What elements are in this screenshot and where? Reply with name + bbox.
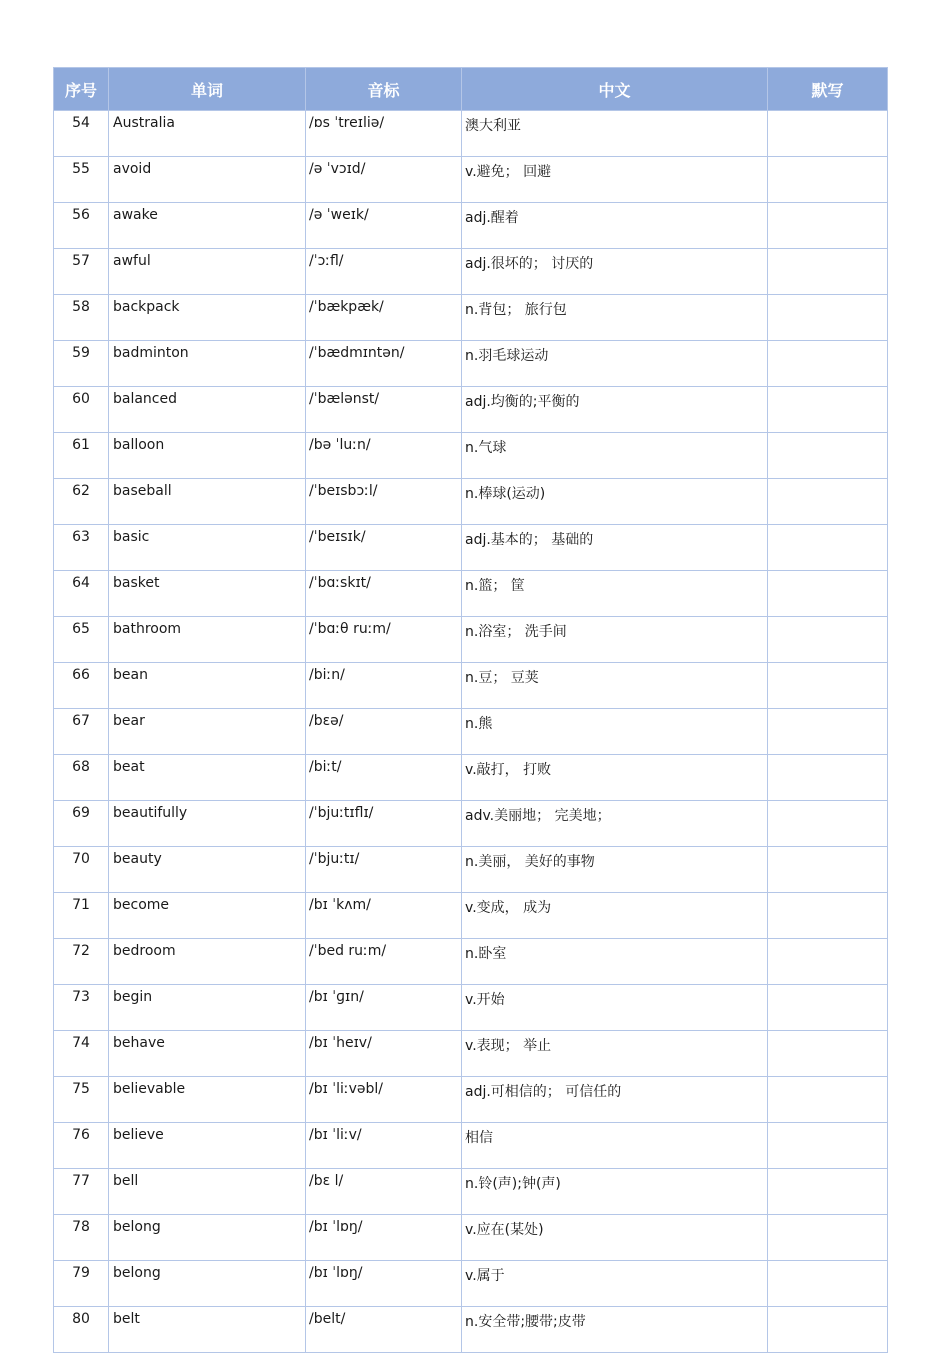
cell-phonetic: /ˈbed ruːm/ xyxy=(306,939,462,985)
cell-index: 55 xyxy=(54,157,109,203)
cell-chinese: v.开始 xyxy=(462,985,768,1031)
table-row xyxy=(54,295,888,341)
table-row xyxy=(54,111,888,157)
table-row xyxy=(54,939,888,985)
cell-dictation[interactable] xyxy=(768,801,888,847)
cell-chinese: n.卧室 xyxy=(462,939,768,985)
cell-dictation[interactable] xyxy=(768,1077,888,1123)
cell-phonetic: /ˈbælənst/ xyxy=(306,387,462,433)
cell-dictation[interactable] xyxy=(768,755,888,801)
cell-dictation[interactable] xyxy=(768,1031,888,1077)
cell-dictation[interactable] xyxy=(768,295,888,341)
table-body xyxy=(54,111,888,1353)
cell-dictation[interactable] xyxy=(768,1215,888,1261)
cell-chinese: adv.美丽地； 完美地； xyxy=(462,801,768,847)
cell-chinese: n.熊 xyxy=(462,709,768,755)
table-header xyxy=(54,68,888,111)
cell-chinese: n.美丽， 美好的事物 xyxy=(462,847,768,893)
cell-index: 75 xyxy=(54,1077,109,1123)
cell-word: baseball xyxy=(109,479,306,525)
cell-word: badminton xyxy=(109,341,306,387)
cell-phonetic: /ˈbɑːθ ruːm/ xyxy=(306,617,462,663)
cell-word: belt xyxy=(109,1307,306,1353)
cell-phonetic: /bɪ ˈliːv/ xyxy=(306,1123,462,1169)
cell-word: balanced xyxy=(109,387,306,433)
cell-dictation[interactable] xyxy=(768,525,888,571)
cell-phonetic: /bɪ ˈɡɪn/ xyxy=(306,985,462,1031)
cell-chinese: n.气球 xyxy=(462,433,768,479)
cell-index: 74 xyxy=(54,1031,109,1077)
cell-chinese: v.表现； 举止 xyxy=(462,1031,768,1077)
table-row xyxy=(54,663,888,709)
table-row xyxy=(54,985,888,1031)
cell-chinese: n.浴室； 洗手间 xyxy=(462,617,768,663)
table-row xyxy=(54,157,888,203)
cell-index: 71 xyxy=(54,893,109,939)
cell-dictation[interactable] xyxy=(768,433,888,479)
cell-chinese: v.应在(某处) xyxy=(462,1215,768,1261)
cell-chinese: adj.可相信的； 可信任的 xyxy=(462,1077,768,1123)
cell-word: belong xyxy=(109,1261,306,1307)
cell-phonetic: /ˈbædmɪntən/ xyxy=(306,341,462,387)
cell-phonetic: /ˈbjuːtɪ/ xyxy=(306,847,462,893)
cell-phonetic: /bɪ ˈheɪv/ xyxy=(306,1031,462,1077)
cell-phonetic: /ə ˈvɔɪd/ xyxy=(306,157,462,203)
cell-index: 80 xyxy=(54,1307,109,1353)
cell-index: 79 xyxy=(54,1261,109,1307)
cell-phonetic: /ə ˈweɪk/ xyxy=(306,203,462,249)
cell-word: begin xyxy=(109,985,306,1031)
cell-word: bedroom xyxy=(109,939,306,985)
cell-word: believe xyxy=(109,1123,306,1169)
cell-index: 72 xyxy=(54,939,109,985)
cell-phonetic: /ˈbɑːskɪt/ xyxy=(306,571,462,617)
table-row xyxy=(54,203,888,249)
cell-word: awful xyxy=(109,249,306,295)
cell-word: backpack xyxy=(109,295,306,341)
cell-word: bathroom xyxy=(109,617,306,663)
header-index: 序号 xyxy=(54,68,109,111)
cell-index: 68 xyxy=(54,755,109,801)
table-row xyxy=(54,1077,888,1123)
table-row xyxy=(54,433,888,479)
cell-index: 76 xyxy=(54,1123,109,1169)
cell-index: 59 xyxy=(54,341,109,387)
cell-chinese: v.变成， 成为 xyxy=(462,893,768,939)
cell-dictation[interactable] xyxy=(768,203,888,249)
cell-dictation[interactable] xyxy=(768,1261,888,1307)
cell-index: 70 xyxy=(54,847,109,893)
cell-dictation[interactable] xyxy=(768,1169,888,1215)
cell-word: become xyxy=(109,893,306,939)
cell-phonetic: /biːn/ xyxy=(306,663,462,709)
cell-chinese: n.棒球(运动) xyxy=(462,479,768,525)
cell-dictation[interactable] xyxy=(768,617,888,663)
cell-phonetic: /ˈbeɪsbɔːl/ xyxy=(306,479,462,525)
cell-phonetic: /belt/ xyxy=(306,1307,462,1353)
table-row xyxy=(54,755,888,801)
header-word: 单词 xyxy=(109,68,306,111)
cell-chinese: v.属于 xyxy=(462,1261,768,1307)
cell-dictation[interactable] xyxy=(768,479,888,525)
cell-index: 62 xyxy=(54,479,109,525)
cell-word: Australia xyxy=(109,111,306,157)
cell-index: 65 xyxy=(54,617,109,663)
cell-word: behave xyxy=(109,1031,306,1077)
cell-phonetic: /ˈbækpæk/ xyxy=(306,295,462,341)
vocabulary-sheet xyxy=(53,67,887,1353)
cell-index: 56 xyxy=(54,203,109,249)
cell-dictation[interactable] xyxy=(768,571,888,617)
cell-index: 63 xyxy=(54,525,109,571)
cell-chinese: n.豆； 豆荚 xyxy=(462,663,768,709)
cell-dictation[interactable] xyxy=(768,939,888,985)
cell-index: 69 xyxy=(54,801,109,847)
cell-word: basket xyxy=(109,571,306,617)
cell-index: 73 xyxy=(54,985,109,1031)
cell-word: beat xyxy=(109,755,306,801)
cell-word: believable xyxy=(109,1077,306,1123)
cell-phonetic: /ˈbjuːtɪflɪ/ xyxy=(306,801,462,847)
cell-word: bean xyxy=(109,663,306,709)
table-row xyxy=(54,571,888,617)
cell-dictation[interactable] xyxy=(768,111,888,157)
table-row xyxy=(54,1307,888,1353)
cell-phonetic: /bɛ l/ xyxy=(306,1169,462,1215)
cell-phonetic: /biːt/ xyxy=(306,755,462,801)
cell-dictation[interactable] xyxy=(768,157,888,203)
cell-dictation[interactable] xyxy=(768,663,888,709)
cell-chinese: n.安全带;腰带;皮带 xyxy=(462,1307,768,1353)
cell-phonetic: /bɪ ˈlɒŋ/ xyxy=(306,1261,462,1307)
cell-index: 57 xyxy=(54,249,109,295)
cell-index: 67 xyxy=(54,709,109,755)
cell-dictation[interactable] xyxy=(768,1123,888,1169)
cell-word: beauty xyxy=(109,847,306,893)
cell-index: 61 xyxy=(54,433,109,479)
table-row xyxy=(54,617,888,663)
cell-index: 66 xyxy=(54,663,109,709)
table-row xyxy=(54,479,888,525)
table-row xyxy=(54,341,888,387)
cell-phonetic: /bə ˈluːn/ xyxy=(306,433,462,479)
cell-chinese: 澳大利亚 xyxy=(462,111,768,157)
header-dictation: 默写 xyxy=(768,68,888,111)
cell-chinese: 相信 xyxy=(462,1123,768,1169)
cell-index: 77 xyxy=(54,1169,109,1215)
cell-chinese: v.避免； 回避 xyxy=(462,157,768,203)
table-row xyxy=(54,801,888,847)
cell-word: balloon xyxy=(109,433,306,479)
cell-chinese: adj.醒着 xyxy=(462,203,768,249)
cell-phonetic: /ˈɔːfl/ xyxy=(306,249,462,295)
cell-chinese: v.敲打， 打败 xyxy=(462,755,768,801)
table-row xyxy=(54,847,888,893)
cell-index: 64 xyxy=(54,571,109,617)
header-phonetic: 音标 xyxy=(306,68,462,111)
cell-word: bear xyxy=(109,709,306,755)
cell-word: avoid xyxy=(109,157,306,203)
table-row xyxy=(54,709,888,755)
cell-index: 78 xyxy=(54,1215,109,1261)
cell-phonetic: /ɒs ˈtreɪliə/ xyxy=(306,111,462,157)
cell-phonetic: /bɪ ˈliːvəbl/ xyxy=(306,1077,462,1123)
cell-chinese: adj.很坏的； 讨厌的 xyxy=(462,249,768,295)
cell-chinese: adj.基本的； 基础的 xyxy=(462,525,768,571)
cell-index: 60 xyxy=(54,387,109,433)
table-row xyxy=(54,249,888,295)
cell-chinese: n.背包； 旅行包 xyxy=(462,295,768,341)
cell-word: awake xyxy=(109,203,306,249)
cell-phonetic: /ˈbeɪsɪk/ xyxy=(306,525,462,571)
cell-chinese: n.铃(声);钟(声) xyxy=(462,1169,768,1215)
table-row xyxy=(54,1261,888,1307)
table-row xyxy=(54,1031,888,1077)
cell-dictation[interactable] xyxy=(768,341,888,387)
cell-chinese: adj.均衡的;平衡的 xyxy=(462,387,768,433)
table-row xyxy=(54,893,888,939)
cell-dictation[interactable] xyxy=(768,985,888,1031)
cell-index: 54 xyxy=(54,111,109,157)
cell-word: bell xyxy=(109,1169,306,1215)
vocabulary-table xyxy=(53,67,888,1353)
table-row xyxy=(54,1123,888,1169)
table-row xyxy=(54,525,888,571)
cell-dictation[interactable] xyxy=(768,709,888,755)
table-row xyxy=(54,1215,888,1261)
cell-word: beautifully xyxy=(109,801,306,847)
cell-dictation[interactable] xyxy=(768,249,888,295)
cell-dictation[interactable] xyxy=(768,847,888,893)
header-chinese: 中文 xyxy=(462,68,768,111)
cell-phonetic: /bɛə/ xyxy=(306,709,462,755)
cell-dictation[interactable] xyxy=(768,387,888,433)
cell-chinese: n.羽毛球运动 xyxy=(462,341,768,387)
table-row xyxy=(54,387,888,433)
cell-chinese: n.篮； 筐 xyxy=(462,571,768,617)
cell-index: 58 xyxy=(54,295,109,341)
table-row xyxy=(54,1169,888,1215)
cell-phonetic: /bɪ ˈlɒŋ/ xyxy=(306,1215,462,1261)
cell-phonetic: /bɪ ˈkʌm/ xyxy=(306,893,462,939)
cell-word: basic xyxy=(109,525,306,571)
cell-dictation[interactable] xyxy=(768,1307,888,1353)
cell-word: belong xyxy=(109,1215,306,1261)
cell-dictation[interactable] xyxy=(768,893,888,939)
